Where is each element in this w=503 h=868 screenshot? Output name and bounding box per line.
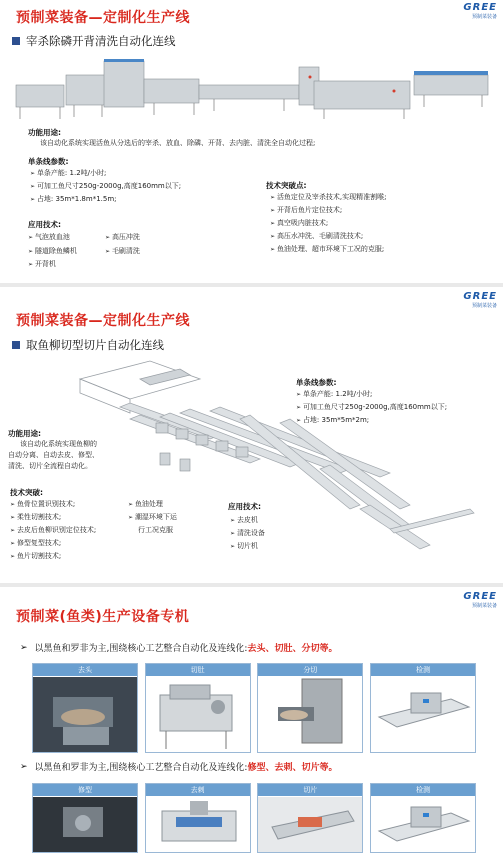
- apply-item: ➢ 去皮机: [230, 514, 265, 527]
- gree-logo: [463, 591, 497, 609]
- slide-1: [0, 0, 503, 283]
- gree-logo: [463, 291, 497, 309]
- apply-item: ➢ 毛刷清洗: [105, 245, 140, 259]
- photo-label: 检测: [371, 664, 475, 676]
- params-heading: 单条线参数:: [296, 378, 337, 387]
- slaughter-line-machine-image: [14, 55, 494, 125]
- apply-item: ➢ 隧道除鱼鳞机: [28, 245, 77, 259]
- machine-photo-row-2: [32, 783, 476, 853]
- params-heading: 单条线参数:: [28, 157, 69, 166]
- belly-cutting-photo: [146, 677, 251, 753]
- slide-title: 预制菜装备—定制化生产线: [16, 313, 190, 329]
- tech-item: ➢ 高压水冲洗、毛刷清洗技术;: [270, 230, 387, 243]
- tech-item: ➢ 去皮后鱼柳识别定位技术;: [10, 524, 96, 537]
- param-item: ➢ 可加工鱼尺寸250g-2000g,高度160mm以下;: [30, 180, 181, 193]
- apply-item: ➢ 切片机: [230, 540, 265, 553]
- apply-item: ➢ 气泡放血池: [28, 231, 77, 245]
- bullet-square-icon: [12, 37, 20, 45]
- tech-item: ➢ 开背后鱼片定位技术;: [270, 204, 387, 217]
- tech-item: ➢ 鱼片切割技术;: [10, 550, 96, 563]
- tech-heading: 技术突破点:: [266, 181, 307, 190]
- photo-card: [145, 663, 251, 753]
- inspection-photo: [371, 677, 476, 753]
- apply-item: ➢ 清洗设备: [230, 527, 265, 540]
- machine-photo-row-1: [32, 663, 476, 753]
- apply-item: ➢ 开背机: [28, 258, 77, 272]
- trimming-photo: [33, 797, 138, 853]
- photo-label: 去刺: [146, 784, 250, 796]
- head-cutting-photo: [33, 677, 138, 753]
- tech-item: ➢ 真空吸内脏技术;: [270, 217, 387, 230]
- portioning-photo: [258, 677, 363, 753]
- params-list: [296, 388, 447, 427]
- function-heading: 功能用途:: [8, 429, 41, 438]
- photo-card: [370, 663, 476, 753]
- tech-item: ➢ 鱼骨位置识别技术;: [10, 498, 96, 511]
- photo-label: 切片: [258, 784, 362, 796]
- apply-heading: 应用技术:: [28, 220, 61, 229]
- function-text: [8, 439, 97, 450]
- tech-item: ➢ 潮湿环境下运: [128, 511, 177, 524]
- subtitle-text: 取鱼柳切型切片自动化连线: [26, 338, 164, 352]
- photo-card: [145, 783, 251, 853]
- logo-sub: 预制菜装备: [471, 603, 497, 609]
- apply-left-list: [28, 231, 77, 272]
- tech-item: ➢ 修型复型技术;: [10, 537, 96, 550]
- slide-3: [0, 587, 503, 868]
- function-line: 清洗、切片全流程自动化。: [8, 462, 92, 470]
- slide-title: 预制菜装备—定制化生产线: [16, 10, 190, 26]
- function-line: 自动分离、自动去皮、修型、: [8, 451, 99, 459]
- photo-label: 检测: [371, 784, 475, 796]
- deboning-photo: [146, 797, 251, 853]
- tech-mid-list: [128, 498, 177, 536]
- apply-list: [230, 514, 265, 553]
- photo-card: [370, 783, 476, 853]
- logo-sub: 预制菜装备: [471, 303, 497, 309]
- function-line: 该自动化系统实现鱼柳的: [20, 440, 97, 448]
- logo-brand: GREE: [463, 591, 497, 602]
- tech-item: ➢ 鱼油处理、超市环境下工况的克服;: [270, 243, 387, 256]
- process-line-2: [20, 760, 337, 773]
- tech-item: ➢ 鱼油处理: [128, 498, 177, 511]
- process-line-1: [20, 641, 337, 654]
- photo-card: [32, 663, 138, 753]
- inspection-photo: [371, 797, 476, 853]
- photo-label: 分切: [258, 664, 362, 676]
- param-item: ➢ 占地: 35m*1.8m*1.5m;: [30, 193, 181, 206]
- logo-brand: GREE: [463, 291, 497, 302]
- tech-list: [270, 191, 387, 256]
- line1-highlight: 去头、切肚、分切等。: [247, 644, 338, 654]
- arrow-bullet-icon: ➢: [20, 642, 28, 653]
- slide-subtitle: [12, 33, 176, 49]
- param-item: ➢ 单条产能: 1.2吨/小时;: [30, 167, 181, 180]
- line2-prefix: 以黑鱼和罗非为主,围绕核心工艺整合自动化及连线化:: [34, 763, 248, 773]
- slicing-photo: [258, 797, 363, 853]
- line2-highlight: 修型、去刺、切片等。: [247, 763, 338, 773]
- apply-right-list: [105, 231, 140, 258]
- tech-item: ➢ 柔性切割技术;: [10, 511, 96, 524]
- slide-title: 预制菜(鱼类)生产设备专机: [16, 609, 190, 625]
- param-item: ➢ 单条产能: 1.2吨/小时;: [296, 388, 447, 401]
- param-item: ➢ 占地: 35m*5m*2m;: [296, 414, 447, 427]
- apply-item: ➢ 高压冲洗: [105, 231, 140, 245]
- logo-brand: GREE: [463, 2, 497, 13]
- photo-label: 切肚: [146, 664, 250, 676]
- photo-card: [257, 783, 363, 853]
- apply-heading: 应用技术:: [228, 502, 261, 511]
- logo-sub: 预制菜装备: [471, 14, 497, 20]
- gree-logo: [463, 2, 497, 20]
- bullet-square-icon: [12, 341, 20, 349]
- slide-2: [0, 287, 503, 583]
- tech-heading: 技术突破:: [10, 488, 43, 497]
- params-list: [30, 167, 181, 206]
- tech-item-cont: 行工况克服: [138, 526, 173, 534]
- tech-item: ➢ 活鱼定位及宰杀技术,实现精准割喉;: [270, 191, 387, 204]
- photo-card: [257, 663, 363, 753]
- function-text: 该自动化系统实现活鱼从分选后的宰杀、放血、除磷、开背、去内脏、清洗全自动化过程;: [40, 139, 316, 147]
- function-heading: 功能用途:: [28, 128, 61, 137]
- line1-prefix: 以黑鱼和罗非为主,围绕核心工艺整合自动化及连线化:: [34, 644, 248, 654]
- param-item: ➢ 可加工鱼尺寸250g-2000g,高度160mm以下;: [296, 401, 447, 414]
- slide-subtitle: [12, 337, 164, 353]
- photo-label: 修型: [33, 784, 137, 796]
- photo-card: [32, 783, 138, 853]
- subtitle-text: 宰杀除磷开背清洗自动化连线: [26, 34, 176, 48]
- photo-label: 去头: [33, 664, 137, 676]
- arrow-bullet-icon: ➢: [20, 761, 28, 772]
- tech-list: [10, 498, 96, 563]
